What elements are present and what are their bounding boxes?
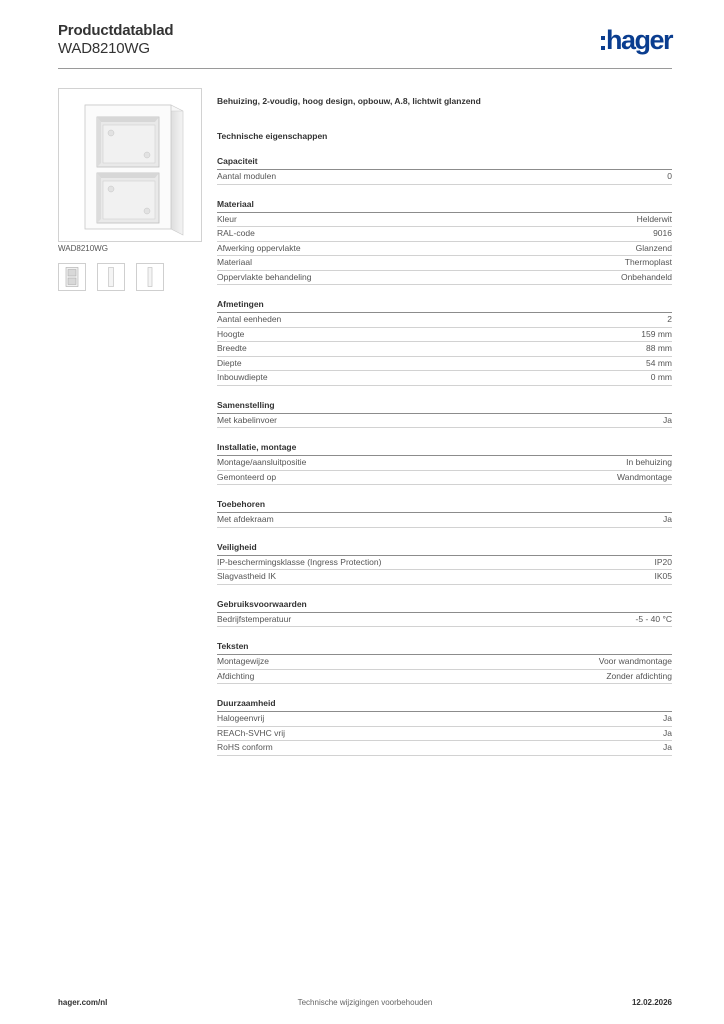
spec-group-title: Capaciteit bbox=[217, 156, 672, 170]
image-caption: WAD8210WG bbox=[58, 244, 108, 253]
spec-label: Bedrijfstemperatuur bbox=[217, 613, 292, 624]
spec-row bbox=[217, 227, 672, 242]
spec-value: Glanzend bbox=[635, 242, 672, 253]
section-heading: Technische eigenschappen bbox=[217, 131, 328, 141]
spec-label: Halogeenvrij bbox=[217, 713, 265, 723]
spec-label: Kleur bbox=[217, 213, 237, 224]
spec-group-title: Installatie, montage bbox=[217, 442, 672, 456]
spec-value: 0 bbox=[667, 171, 672, 181]
spec-label: Met afdekraam bbox=[217, 514, 274, 524]
spec-label: Aantal eenheden bbox=[217, 314, 282, 324]
spec-group bbox=[217, 698, 672, 756]
product-code-title: WAD8210WG bbox=[58, 40, 150, 57]
spec-row bbox=[217, 513, 672, 528]
footer-disclaimer: Technische wijzigingen voorbehouden bbox=[297, 998, 433, 1007]
spec-label: Met kabelinvoer bbox=[217, 414, 278, 425]
thumbnail-side-view-2[interactable] bbox=[136, 263, 164, 291]
spec-label: RoHS conform bbox=[217, 742, 273, 752]
spec-group-title: Toebehoren bbox=[217, 499, 672, 513]
spec-row bbox=[217, 271, 672, 286]
product-image bbox=[58, 88, 202, 242]
thumbnail-strip bbox=[58, 263, 164, 291]
spec-group-title: Veiligheid bbox=[217, 542, 672, 556]
spec-group-title: Materiaal bbox=[217, 199, 672, 213]
specifications bbox=[217, 96, 672, 756]
logo-text: hager bbox=[605, 25, 672, 55]
spec-row bbox=[217, 342, 672, 357]
spec-label: Afwerking oppervlakte bbox=[217, 242, 301, 253]
spec-row bbox=[217, 170, 672, 185]
spec-label: Diepte bbox=[217, 357, 242, 368]
hager-logo bbox=[601, 26, 672, 54]
front-view-thumb-icon bbox=[64, 267, 80, 287]
spec-row bbox=[217, 371, 672, 386]
spec-label: Montagewijze bbox=[217, 656, 269, 666]
side-view-thumb-2-icon bbox=[142, 267, 158, 287]
spec-row bbox=[217, 570, 672, 585]
spec-group bbox=[217, 499, 672, 528]
spec-value: Ja bbox=[663, 414, 672, 425]
spec-label: Inbouwdiepte bbox=[217, 372, 268, 382]
header-divider bbox=[58, 68, 672, 69]
spec-value: -5 - 40 °C bbox=[635, 613, 672, 624]
spec-row bbox=[217, 328, 672, 343]
spec-row bbox=[217, 727, 672, 742]
spec-group bbox=[217, 542, 672, 585]
spec-value: 159 mm bbox=[641, 328, 672, 339]
spec-row bbox=[217, 712, 672, 727]
document-header bbox=[58, 22, 672, 68]
spec-row bbox=[217, 242, 672, 257]
thumbnail-side-view[interactable] bbox=[97, 263, 125, 291]
spec-label: Materiaal bbox=[217, 257, 252, 267]
spec-group-title: Afmetingen bbox=[217, 299, 672, 313]
page-footer bbox=[58, 998, 672, 1012]
spec-group bbox=[217, 599, 672, 628]
spec-row bbox=[217, 655, 672, 670]
spec-label: REACh-SVHC vrij bbox=[217, 727, 286, 738]
spec-label: Montage/aansluitpositie bbox=[217, 457, 307, 467]
spec-group bbox=[217, 199, 672, 286]
spec-row bbox=[217, 456, 672, 471]
spec-group bbox=[217, 442, 672, 485]
spec-value: Onbehandeld bbox=[620, 271, 672, 282]
spec-group bbox=[217, 400, 672, 429]
spec-label: Breedte bbox=[217, 343, 247, 353]
spec-groups bbox=[217, 156, 672, 756]
spec-value: In behuizing bbox=[626, 457, 672, 467]
document-title: Productdatablad bbox=[58, 22, 174, 39]
footer-date: 12.02.2026 bbox=[631, 998, 672, 1007]
spec-value: Ja bbox=[663, 742, 672, 752]
spec-value: 88 mm bbox=[646, 343, 672, 353]
spec-value: IP20 bbox=[654, 556, 672, 567]
spec-row bbox=[217, 741, 672, 756]
spec-row bbox=[217, 670, 672, 685]
spec-value: Thermoplast bbox=[624, 257, 672, 267]
spec-label: IP-beschermingsklasse (Ingress Protection) bbox=[217, 556, 382, 567]
spec-group bbox=[217, 299, 672, 386]
spec-value: Ja bbox=[663, 727, 672, 738]
spec-row bbox=[217, 556, 672, 571]
spec-row bbox=[217, 256, 672, 271]
spec-value: Ja bbox=[663, 514, 672, 524]
spec-label: RAL-code bbox=[217, 228, 255, 238]
spec-value: Ja bbox=[663, 713, 672, 723]
thumbnail-front-view[interactable] bbox=[58, 263, 86, 291]
spec-value: Zonder afdichting bbox=[606, 670, 672, 681]
double-surface-box-icon bbox=[59, 89, 201, 241]
spec-row bbox=[217, 471, 672, 486]
spec-value: 2 bbox=[667, 314, 672, 324]
spec-label: Aantal modulen bbox=[217, 171, 277, 181]
spec-row bbox=[217, 313, 672, 328]
spec-row bbox=[217, 613, 672, 628]
spec-group-title: Samenstelling bbox=[217, 400, 672, 414]
spec-group bbox=[217, 641, 672, 684]
side-view-thumb-icon bbox=[103, 267, 119, 287]
spec-value: Helderwit bbox=[636, 213, 672, 224]
spec-group bbox=[217, 156, 672, 185]
spec-group-title: Teksten bbox=[217, 641, 672, 655]
spec-value: 54 mm bbox=[646, 357, 672, 368]
spec-label: Gemonteerd op bbox=[217, 471, 277, 482]
footer-website[interactable]: hager.com/nl bbox=[58, 998, 108, 1007]
spec-value: Voor wandmontage bbox=[598, 656, 672, 666]
spec-label: Slagvastheid IK bbox=[217, 571, 277, 581]
spec-label: Hoogte bbox=[217, 328, 245, 339]
spec-group-title: Gebruiksvoorwaarden bbox=[217, 599, 672, 613]
logo-dots-icon bbox=[601, 36, 605, 50]
spec-value: Wandmontage bbox=[617, 471, 672, 482]
spec-row bbox=[217, 414, 672, 429]
spec-value: IK05 bbox=[654, 571, 672, 581]
spec-value: 9016 bbox=[653, 228, 672, 238]
spec-label: Oppervlakte behandeling bbox=[217, 271, 312, 282]
spec-label: Afdichting bbox=[217, 670, 255, 681]
spec-row bbox=[217, 357, 672, 372]
spec-value: 0 mm bbox=[650, 372, 672, 382]
product-description: Behuizing, 2-voudig, hoog design, opbouw, A.8, lichtwit glanzend bbox=[217, 96, 481, 106]
spec-group-title: Duurzaamheid bbox=[217, 698, 672, 712]
spec-row bbox=[217, 213, 672, 228]
